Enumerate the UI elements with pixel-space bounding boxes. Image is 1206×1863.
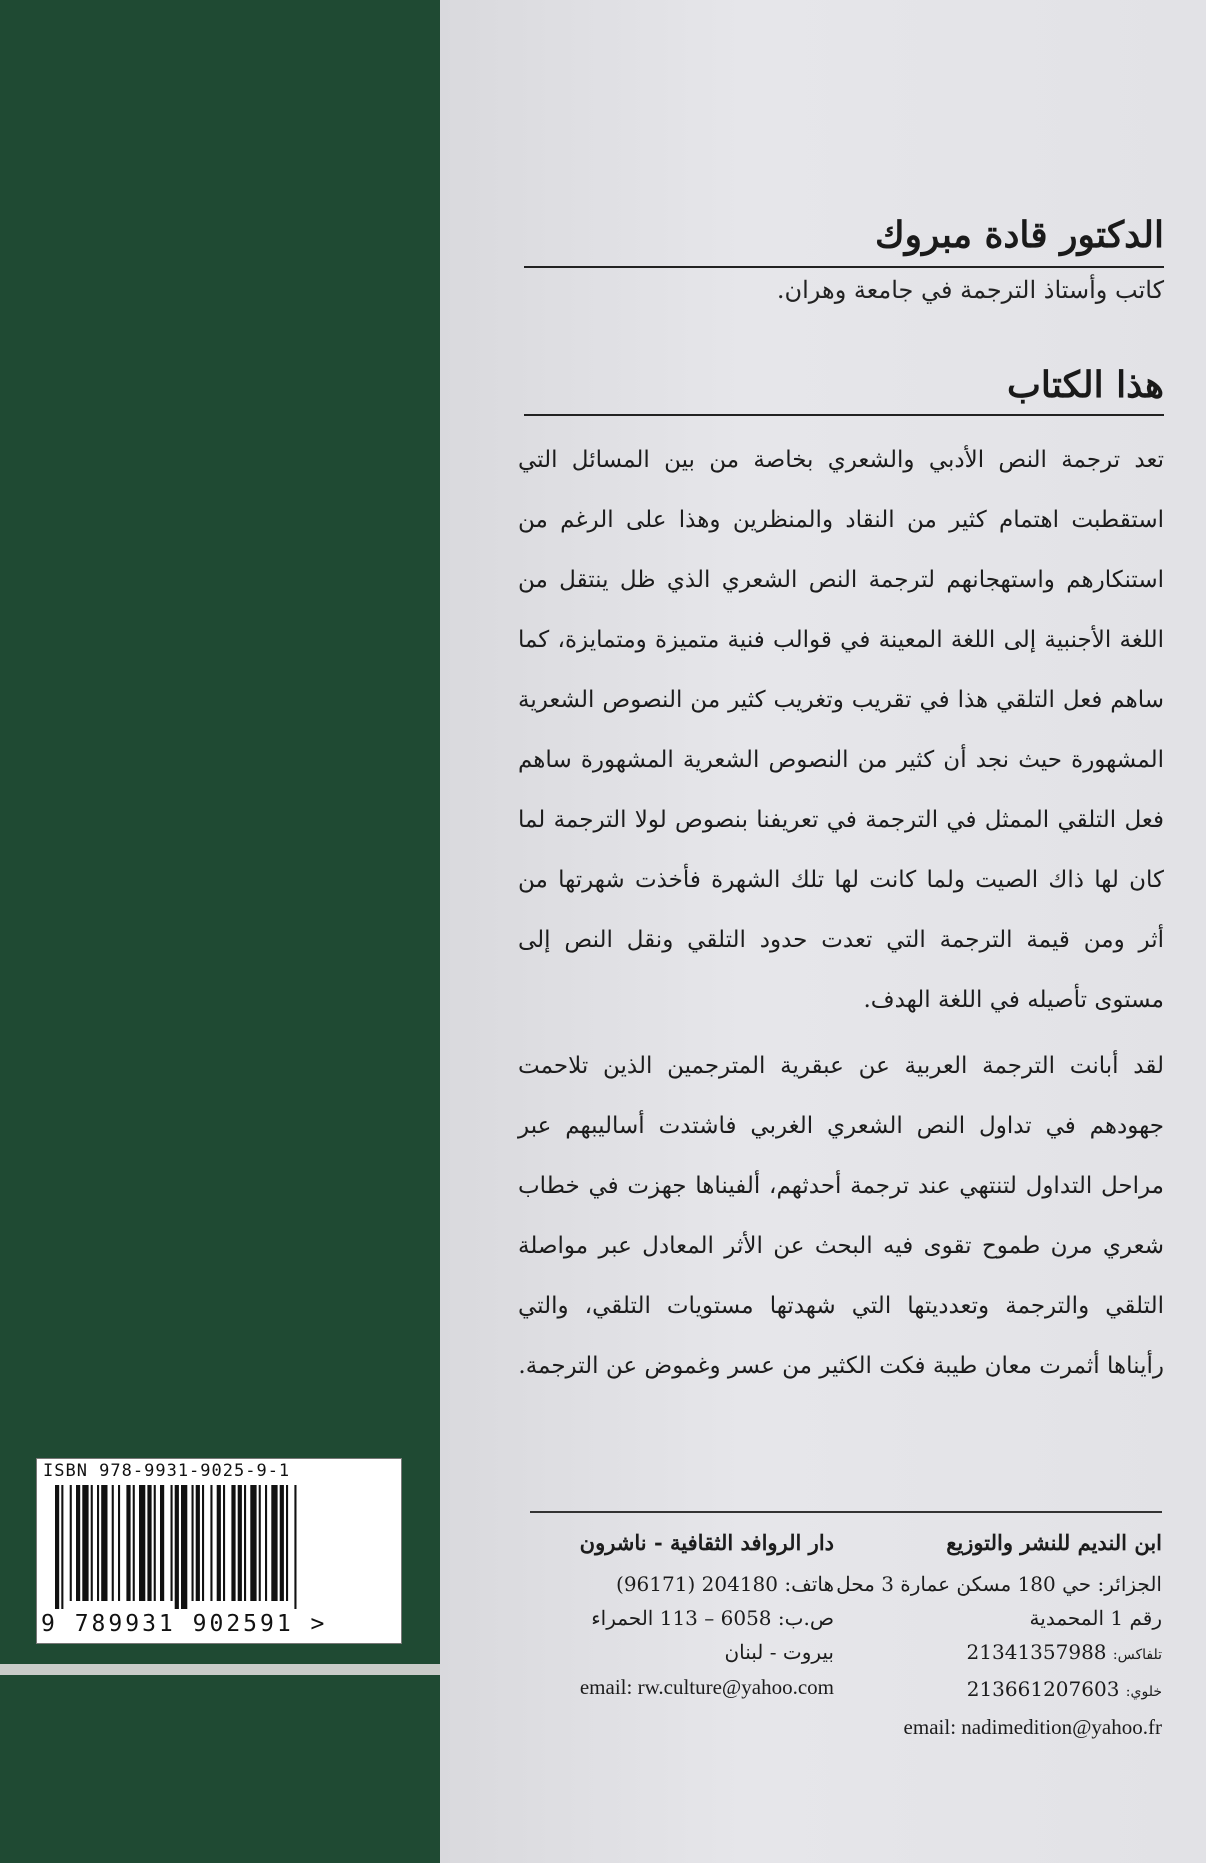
publisher-left [534, 1530, 834, 1700]
publisher-mobile [862, 1672, 1162, 1709]
barcode-bar [171, 1485, 173, 1601]
heading-rule [524, 414, 1164, 416]
barcode-bars [55, 1485, 385, 1609]
mobile-label: خلوي: [1125, 1684, 1162, 1700]
barcode-bar [210, 1485, 212, 1601]
barcode-bar [55, 1485, 59, 1609]
publisher-email: email: rw.culture@yahoo.com [579, 1675, 834, 1699]
author-rule [524, 266, 1164, 268]
barcode-bar [160, 1485, 164, 1601]
barcode-bar [139, 1485, 145, 1601]
barcode-bar [244, 1485, 246, 1601]
barcode-bar [175, 1485, 179, 1609]
barcode-bar [250, 1485, 256, 1601]
publisher-email: email: nadimedition@yahoo.fr [903, 1715, 1162, 1739]
barcode-bar [192, 1485, 194, 1601]
grey-strip [0, 1664, 440, 1675]
barcode-bar [91, 1485, 93, 1601]
book-description [518, 430, 1164, 1402]
publisher-right [836, 1530, 1162, 1740]
isbn-text: ISBN 978-9931-9025-9-1 [43, 1461, 291, 1481]
publisher-rule [530, 1511, 1162, 1513]
publisher-address-2: رقم 1 المحمدية [1029, 1606, 1162, 1630]
publisher-address: الجزائر: حي 180 مسكن عمارة 3 محل [836, 1572, 1162, 1596]
author-name: الدكتور قادة مبروك [874, 214, 1164, 256]
publisher-name: دار الروافد الثقافية - ناشرون [579, 1530, 834, 1555]
mobile-number: 213661207603 [966, 1677, 1120, 1701]
barcode-digits: 9 789931 902591 > [41, 1611, 328, 1637]
barcode-bar [196, 1485, 200, 1601]
publisher-city: بيروت - لبنان [724, 1640, 834, 1664]
barcode-bar [112, 1485, 114, 1601]
barcode-bar [97, 1485, 99, 1601]
publisher-name: ابن النديم للنشر والتوزيع [946, 1530, 1162, 1555]
barcode-bar [133, 1485, 135, 1601]
barcode-bar [238, 1485, 242, 1601]
barcode-bar [181, 1485, 187, 1609]
barcode-bar [265, 1485, 267, 1601]
description-paragraph-2: لقد أبانت الترجمة العربية عن عبقرية المترجمين الذين تلاحمت جهودهم في تداول النص الشعري الغربي فاشتدت أساليبهم عبر مراحل التداول لتنتهي عند ترجمة أحدثهم، ألفيناها جهزت في خطاب شعري مرن طموح تقوى فيه البحث عن الأثر المعادل عبر مواصلة التلقي والترجمة وتعدديتها التي شهدتها مستويات التلقي، والتي رأيناها أثمرت معان طيبة فكت الكثير من عسر وغموض عن الترجمة. [518, 1053, 1164, 1379]
barcode-bar [271, 1485, 277, 1601]
barcode-bar [76, 1485, 80, 1601]
barcode-bar [61, 1485, 63, 1609]
description-paragraph-1: تعد ترجمة النص الأدبي والشعري بخاصة من بين المسائل التي استقطبت اهتمام كثير من النقاد والمنظرين وهذا على الرغم من استنكارهم واستهجانهم لترجمة النص الشعري الذي ظل ينتقل من اللغة الأجنبية إلى اللغة المعينة في قوالب فنية متميزة ومتمايزة، كما ساهم فعل التلقي هذا في تقريب وتغريب كثير من النصوص الشعرية المشهورة حيث نجد أن كثير من النصوص الشعرية المشهورة ساهم فعل التلقي الممثل في الترجمة في تعريفنا بنصوص لولا الترجمة لما كان لها ذاك الصيت ولما كانت لها تلك الشهرة فأخذت شهرتها من أثر ومن قيمة الترجمة التي تعدت حدود التلقي ونقل النص إلى مستوى تأصيله في اللغة الهدف. [518, 447, 1164, 1013]
barcode-bar [82, 1485, 88, 1601]
section-heading: هذا الكتاب [1007, 364, 1164, 406]
fax-number: 21341357988 [966, 1640, 1107, 1664]
barcode-bar [223, 1485, 225, 1601]
barcode-bar [231, 1485, 235, 1601]
barcode-bar [217, 1485, 221, 1601]
barcode-bar [118, 1485, 120, 1601]
barcode-box [36, 1458, 402, 1644]
fax-label: تلفاكس: [1112, 1647, 1162, 1663]
publisher-pobox: ص.ب: 6058 – 113 الحمراء [591, 1606, 834, 1630]
barcode-bar [286, 1485, 288, 1601]
barcode-bar [154, 1485, 156, 1601]
barcode-bar [280, 1485, 284, 1601]
author-bio: كاتب وأستاذ الترجمة في جامعة وهران. [776, 276, 1164, 304]
barcode-bar [202, 1485, 204, 1601]
barcode-bar [259, 1485, 261, 1601]
barcode-bar [101, 1485, 107, 1601]
publisher-phone: هاتف: 204180 (96171) [616, 1572, 834, 1596]
barcode-bar [147, 1485, 151, 1601]
barcode-bar [70, 1485, 72, 1601]
barcode-bar [294, 1485, 296, 1609]
barcode-bar [126, 1485, 130, 1601]
publisher-fax [862, 1635, 1162, 1672]
